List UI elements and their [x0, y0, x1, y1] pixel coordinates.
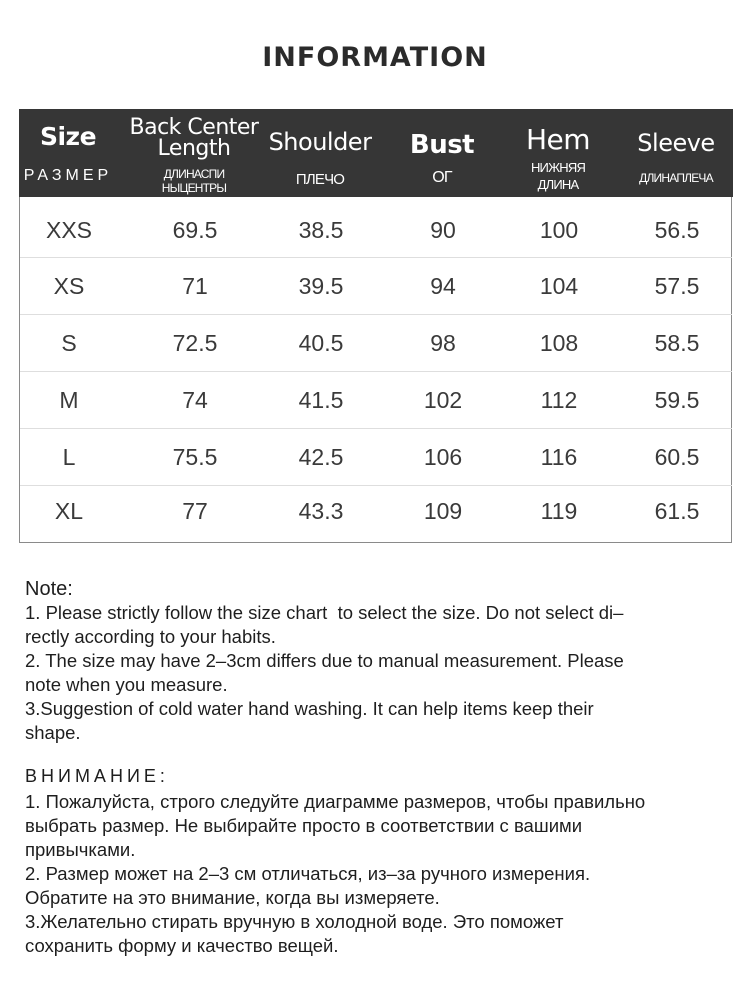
note-line: note when you measure. — [25, 674, 228, 695]
note-line: 1. Please strictly follow the size chart to select the size. Do not select di– — [25, 602, 624, 623]
cell-hem: 104 — [539, 273, 579, 299]
note-line: сохранить форму и качество вещей. — [25, 935, 339, 956]
cell-size: XL — [54, 497, 84, 524]
cell-bust: 102 — [423, 387, 463, 413]
notes-english — [25, 577, 735, 745]
cell-sleeve: 56.5 — [654, 217, 700, 243]
cell-sleeve: 57.5 — [654, 273, 700, 299]
table-row — [20, 197, 732, 258]
cell-bust: 90 — [430, 217, 456, 243]
cell-size: L — [62, 444, 76, 470]
notes-heading: ВНИМАНИЕ: — [25, 766, 169, 786]
cell-hem: 108 — [539, 330, 579, 356]
cell-hem: 100 — [539, 217, 579, 243]
cell-bust: 94 — [430, 273, 456, 299]
cell-hem: 116 — [540, 444, 578, 470]
note-line: Обратите на это внимание, когда вы измеряете. — [25, 887, 440, 908]
cell-back-center-length: 69.5 — [172, 217, 218, 243]
table-row — [20, 487, 732, 542]
cell-shoulder: 38.5 — [298, 217, 344, 243]
notes-heading: Note: — [25, 578, 73, 600]
note-line: 1. Пожалуйста, строго следуйте диаграмме размеров, чтобы правильно — [25, 791, 646, 812]
cell-back-center-length: 77 — [182, 497, 208, 524]
note-line: 2. Размер может на 2–3 см отличаться, из–за ручного измерения. — [25, 863, 591, 884]
cell-sleeve: 58.5 — [654, 330, 700, 356]
cell-size: XS — [53, 273, 85, 299]
cell-back-center-length: 71 — [182, 273, 208, 299]
note-line: 3.Suggestion of cold water hand washing. It can help items keep their — [25, 698, 594, 719]
header-back-center-length: Back Center Length ДЛИНАСПИ НЫЦЕНТРЫ — [129, 115, 259, 195]
cell-size: M — [59, 387, 79, 413]
size-chart-table — [19, 109, 732, 543]
note-line: привычками. — [25, 839, 136, 860]
note-line: выбрать размер. Не выбирайте просто в соответствии с вашими — [25, 815, 583, 836]
page-title: INFORMATION — [262, 42, 488, 73]
cell-shoulder: 42.5 — [298, 444, 344, 470]
cell-hem: 112 — [540, 387, 578, 413]
note-line: 2. The size may have 2–3cm differs due to manual measurement. Please — [25, 650, 624, 671]
note-line: 3.Желательно стирать вручную в холодной воде. Это поможет — [25, 911, 564, 932]
cell-size: XXS — [45, 217, 93, 243]
table-row — [20, 373, 732, 429]
cell-bust: 106 — [423, 444, 463, 470]
note-line: rectly according to your habits. — [25, 626, 276, 647]
cell-back-center-length: 72.5 — [172, 330, 218, 356]
notes-russian — [25, 764, 735, 958]
cell-shoulder: 43.3 — [298, 497, 344, 524]
header-hem: Hem НИЖНЯЯ ДЛИНА — [525, 123, 591, 192]
header-sleeve: Sleeve ДЛИНАПЛЕЧА — [637, 129, 715, 185]
header-bust: Bust ОГ — [409, 130, 475, 186]
cell-bust: 98 — [430, 330, 456, 356]
table-row — [20, 430, 732, 486]
table-row — [20, 316, 732, 372]
cell-back-center-length: 75.5 — [172, 444, 218, 470]
note-line: shape. — [25, 722, 81, 743]
table-header — [19, 109, 733, 197]
header-shoulder: Shoulder ПЛЕЧО — [268, 128, 372, 188]
cell-shoulder: 40.5 — [298, 330, 344, 356]
cell-sleeve: 60.5 — [654, 444, 700, 470]
cell-bust: 109 — [423, 497, 463, 524]
cell-sleeve: 59.5 — [654, 387, 700, 413]
cell-shoulder: 39.5 — [298, 273, 344, 299]
cell-sleeve: 61.5 — [654, 497, 700, 524]
cell-shoulder: 41.5 — [298, 387, 344, 413]
table-row — [20, 259, 732, 315]
cell-back-center-length: 74 — [182, 387, 208, 413]
cell-size: S — [61, 330, 77, 356]
cell-hem: 119 — [540, 497, 578, 524]
header-size: Size РАЗМЕР — [23, 122, 113, 184]
